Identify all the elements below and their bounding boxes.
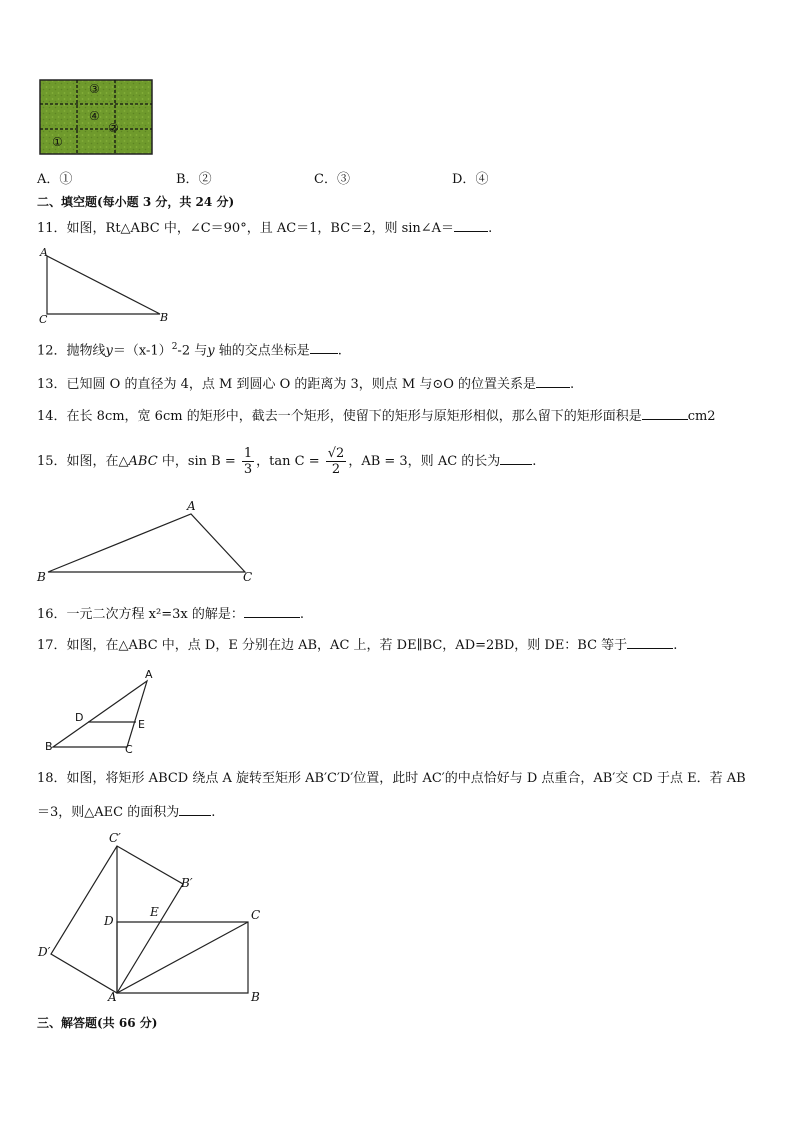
q18-end: . (211, 805, 216, 820)
question-18-line-2 (37, 803, 215, 821)
q15-triangle: △ABC (118, 454, 158, 469)
q18-label-b: B (251, 990, 260, 1004)
q17-label-c: C (125, 743, 133, 756)
option-c-value: ③ (336, 172, 350, 187)
q17-triangle (53, 681, 147, 747)
q18-answer-blank[interactable] (179, 803, 211, 816)
region-2-label: ② (108, 121, 119, 135)
q18-label-d-prime: D′ (38, 945, 51, 959)
q11-label-c: C (39, 313, 48, 326)
q18-label-b-prime: B′ (181, 876, 193, 890)
question-12 (37, 339, 342, 359)
question-11 (37, 219, 492, 237)
q15-answer-blank[interactable] (500, 452, 532, 465)
region-3-label: ③ (89, 82, 100, 96)
q15-end: . (532, 454, 537, 469)
q14-answer-blank[interactable] (642, 407, 688, 420)
q16-text: 16．一元二次方程 x²=3x 的解是： (37, 607, 244, 622)
q15-label-b: B (37, 570, 46, 584)
option-b[interactable] (176, 168, 212, 187)
q15-label-c: C (243, 570, 253, 584)
q11-label-b: B (160, 311, 169, 324)
q18-rotation-figure (40, 834, 270, 1006)
q11-label-a: A (40, 246, 48, 259)
q12-end: . (337, 343, 342, 359)
q15-prefix: 15．如图，在 (37, 454, 119, 469)
option-c[interactable] (314, 168, 350, 187)
option-b-letter: B． (176, 172, 199, 187)
q15-triangle (48, 514, 245, 572)
option-a[interactable] (37, 168, 72, 187)
option-d-value: ④ (475, 172, 489, 187)
q18-label-c: C (251, 908, 261, 922)
q15-frac1-num: 1 (243, 446, 253, 461)
q13-text: 13．已知圆 O 的直径为 4，点 M 到圆心 O 的距离为 3，则点 M 与⊙O 的位置关系是 (37, 377, 537, 392)
option-d-letter: D． (452, 172, 476, 187)
q12-suffix: 轴的交点坐标是 (214, 343, 310, 359)
q16-end: . (299, 607, 304, 622)
question-15 (37, 444, 536, 484)
q18-diagonal-ac (117, 922, 248, 993)
q18-label-a: A (108, 990, 117, 1004)
q13-answer-blank[interactable] (536, 375, 570, 388)
q11-text: 11．如图，Rt△ABC 中，∠C＝90°，且 AC＝1，BC＝2，则 sin∠A＝ (37, 221, 455, 236)
option-b-value: ② (198, 172, 212, 187)
q15-frac2-num: √2 (327, 446, 345, 461)
q15-mid3: ，AB = 3，则 AC 的长为 (348, 454, 501, 469)
q11-answer-blank[interactable] (454, 219, 488, 232)
q15-frac1-den: 3 (243, 462, 253, 477)
q15-fraction-1 (242, 446, 254, 477)
q17-label-a: A (145, 668, 153, 681)
q12-expr-tail: -2 与 (177, 343, 208, 359)
question-14 (37, 407, 716, 425)
q14-end: cm2 (687, 409, 716, 424)
q12-exponent: 2 (171, 342, 178, 352)
q12-expr-mid: ＝（x-1） (112, 343, 172, 359)
q15-frac2-den: 2 (331, 462, 341, 477)
option-a-letter: A． (37, 172, 60, 187)
q18-label-d: D (104, 914, 114, 928)
q18-line2-prefix: ＝3，则△AEC 的面积为 (37, 805, 180, 820)
q15-mid1: 中，sin B = (157, 454, 236, 469)
q17-label-d: D (75, 711, 84, 724)
q17-label-e: E (138, 718, 145, 731)
q12-y: y (105, 343, 113, 359)
q17-text: 17．如图，在△ABC 中，点 D，E 分别在边 AB，AC 上，若 DE∥BC，AD=2BD，则 DE：BC 等于 (37, 638, 628, 653)
question-17 (37, 636, 677, 654)
q17-triangle-figure (44, 672, 164, 756)
q12-answer-blank[interactable] (310, 341, 338, 354)
q15-label-a: A (187, 499, 196, 513)
q17-end: . (673, 638, 678, 653)
q14-text: 14．在长 8cm，宽 6cm 的矩形中，截去一个矩形，使留下的矩形与原矩形相似，那么留下的矩形面积是 (37, 409, 642, 424)
q11-end: . (488, 221, 493, 236)
region-1-label: ① (52, 135, 63, 149)
q15-mid2: ，tan C = (256, 454, 320, 469)
q13-end: . (570, 377, 575, 392)
question-16 (37, 605, 304, 623)
q17-label-b: B (45, 740, 53, 753)
q15-triangle-figure (40, 508, 260, 578)
question-13 (37, 375, 574, 393)
question-18-line-1: 18．如图，将矩形 ABCD 绕点 A 旋转至矩形 AB′C′D′位置，此时 AC′的中点恰好与 D 点重合，AB′交 CD 于点 E．若 AB (37, 771, 746, 786)
q11-triangle (47, 256, 160, 314)
q15-fraction-2 (326, 446, 347, 477)
q16-answer-blank[interactable] (244, 605, 300, 618)
q12-prefix: 12．抛物线 (37, 343, 106, 359)
q18-label-e: E (150, 905, 159, 919)
option-a-value: ① (59, 172, 73, 187)
section-3-header: 三、解答题(共 66 分) (37, 1016, 158, 1030)
q11-triangle-figure (38, 248, 168, 324)
q18-label-c-prime: C′ (109, 831, 121, 845)
q17-answer-blank[interactable] (627, 636, 673, 649)
q12-y2: y (207, 343, 215, 359)
region-4-label: ④ (89, 109, 100, 123)
option-d[interactable] (452, 168, 488, 187)
section-2-header: 二、填空题(每小题 3 分，共 24 分) (37, 195, 235, 209)
option-c-letter: C． (314, 172, 337, 187)
